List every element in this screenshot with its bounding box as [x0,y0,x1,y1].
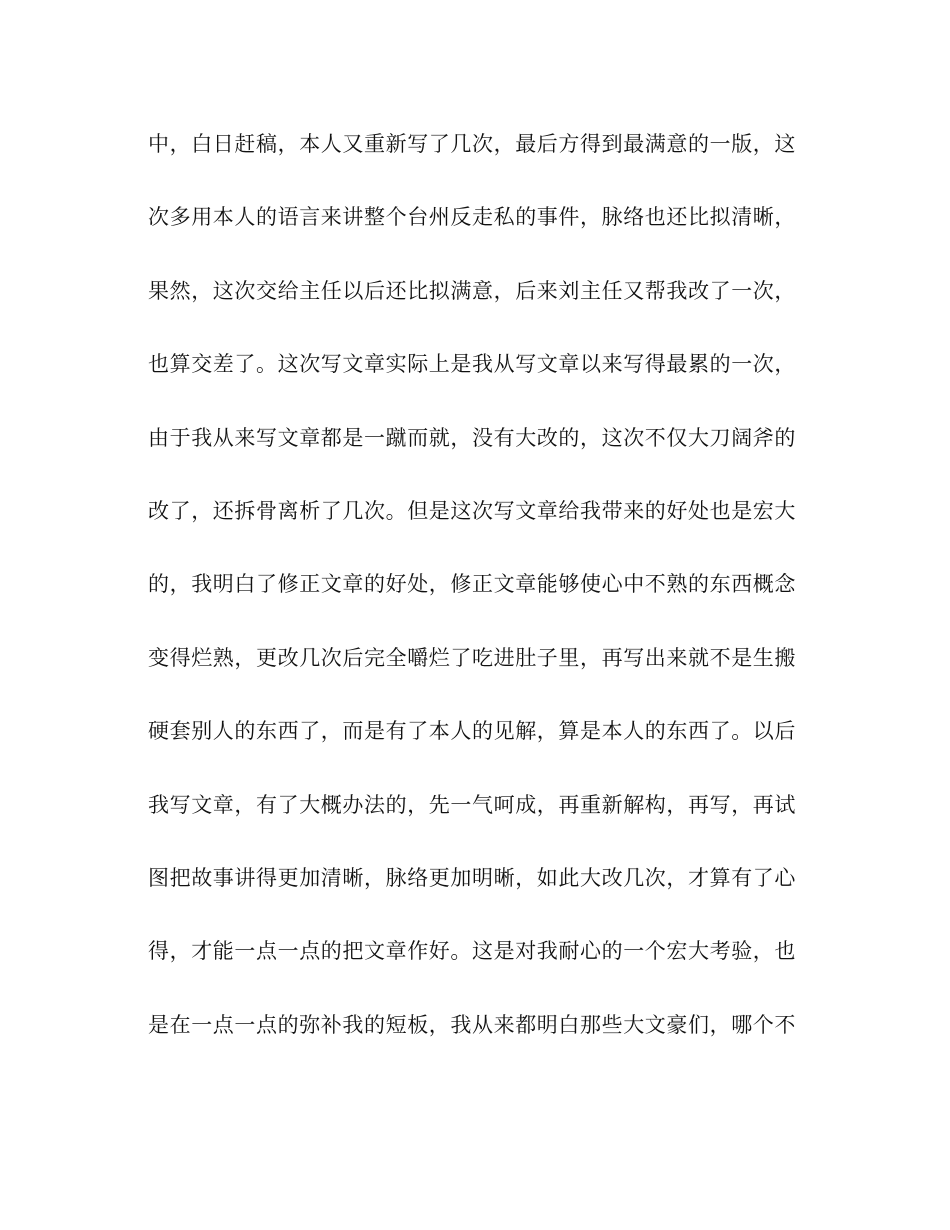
text-line-7: 的，我明白了修正文章的好处，修正文章能够使心中不熟的东西概念 [148,572,796,597]
text-line-6: 改了，还拆骨离析了几次。但是这次写文章给我带来的好处也是宏大 [148,498,796,523]
text-line-12: 得，才能一点一点的把文章作好。这是对我耐心的一个宏大考验，也 [148,939,796,964]
text-line-10: 我写文章，有了大概办法的，先一气呵成，再重新解构，再写，再试 [148,792,796,817]
text-line-5: 由于我从来写文章都是一蹴而就，没有大改的，这次不仅大刀阔斧的 [148,425,796,450]
text-line-1: 中，白日赶稿，本人又重新写了几次，最后方得到最满意的一版，这 [148,132,796,156]
text-line-11: 图把故事讲得更加清晰，脉络更加明晰，如此大改几次，才算有了心 [148,865,796,890]
text-line-9: 硬套别人的东西了，而是有了本人的见解，算是本人的东西了。以后 [148,719,796,744]
text-line-4: 也算交差了。这次写文章实际上是我从写文章以来写得最累的一次， [148,352,796,377]
text-line-2: 次多用本人的语言来讲整个台州反走私的事件，脉络也还比拟清晰， [148,205,796,230]
text-line-3: 果然，这次交给主任以后还比拟满意，后来刘主任又帮我改了一次， [148,278,796,303]
text-line-8: 变得烂熟，更改几次后完全嚼烂了吃进肚子里，再写出来就不是生搬 [148,645,796,670]
body-text [148,118,808,1072]
text-line-13: 是在一点一点的弥补我的短板，我从来都明白那些大文豪们，哪个不 [148,1012,796,1037]
